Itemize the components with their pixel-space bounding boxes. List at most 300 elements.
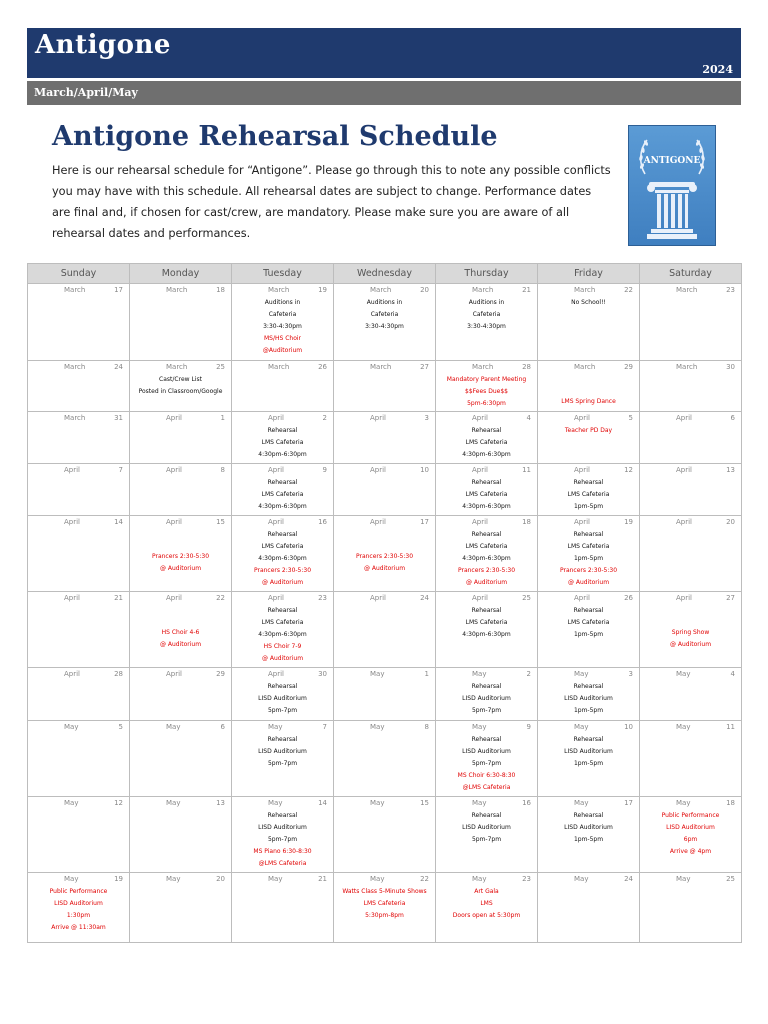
day-header	[28, 592, 129, 605]
event-line: Rehearsal	[471, 683, 502, 690]
day-number: 17	[624, 799, 633, 807]
day-cell	[538, 873, 640, 943]
event-note: @ Auditorium	[261, 655, 304, 662]
day-number: 25	[726, 875, 735, 883]
day-month: May	[370, 799, 385, 807]
day-header	[640, 464, 741, 477]
event-note: LMS Spring Dance	[561, 398, 616, 405]
day-number: 28	[522, 363, 531, 371]
day-header	[436, 516, 537, 529]
day-month: March	[268, 286, 290, 294]
day-month: May	[676, 875, 691, 883]
event-line: LISD Auditorium	[564, 748, 613, 755]
event-line: 4:30pm-6:30pm	[258, 631, 307, 638]
event-line: 3:30-4:30pm	[263, 323, 302, 330]
months-bar	[27, 81, 741, 105]
day-month: April	[268, 670, 284, 678]
event-note: Prancers 2:30-5:30	[457, 567, 516, 574]
day-cell	[28, 284, 130, 361]
day-cell	[436, 361, 538, 412]
day-header	[28, 873, 129, 886]
day-header	[130, 361, 231, 374]
event-line: Rehearsal	[267, 607, 298, 614]
day-header	[640, 412, 741, 425]
event-line: Rehearsal	[471, 427, 502, 434]
day-number: 26	[624, 594, 633, 602]
day-number: 19	[624, 518, 633, 526]
day-number: 25	[522, 594, 531, 602]
year-label: 2024	[702, 63, 733, 76]
day-cell	[334, 284, 436, 361]
day-number: 24	[420, 594, 429, 602]
day-number: 22	[216, 594, 225, 602]
event-line: Auditions in	[468, 299, 505, 306]
event-line: LISD Auditorium	[462, 695, 511, 702]
day-cell	[640, 668, 742, 721]
day-cell	[232, 412, 334, 464]
event-note: MS Piano 6:30-8:30	[253, 848, 312, 855]
day-header	[640, 668, 741, 681]
day-cell	[28, 668, 130, 721]
week-row	[28, 873, 742, 943]
event-line: LISD Auditorium	[564, 695, 613, 702]
day-month: April	[370, 594, 386, 602]
day-cell	[232, 516, 334, 592]
day-cell	[130, 464, 232, 516]
day-cell	[334, 668, 436, 721]
day-header	[130, 284, 231, 297]
day-header	[334, 797, 435, 810]
event-line: LISD Auditorium	[462, 748, 511, 755]
weekday-header: Sunday	[28, 264, 130, 284]
day-cell	[538, 464, 640, 516]
event-line: Rehearsal	[267, 427, 298, 434]
day-number: 24	[624, 875, 633, 883]
event-note: Prancers 2:30-5:30	[253, 567, 312, 574]
day-number: 23	[522, 875, 531, 883]
event-line: Rehearsal	[471, 479, 502, 486]
day-cell	[130, 668, 232, 721]
event-line: Posted in Classroom/Google	[138, 388, 223, 395]
day-number: 9	[322, 466, 327, 474]
day-header	[538, 284, 639, 297]
day-number: 22	[624, 286, 633, 294]
day-cell	[538, 516, 640, 592]
day-number: 29	[216, 670, 225, 678]
day-number: 20	[420, 286, 429, 294]
day-header	[130, 592, 231, 605]
day-header	[538, 592, 639, 605]
day-number: 12	[624, 466, 633, 474]
event-line: 1pm-5pm	[573, 836, 604, 843]
weekday-header: Thursday	[436, 264, 538, 284]
event-line: 4:30pm-6:30pm	[462, 555, 511, 562]
day-number: 7	[118, 466, 123, 474]
day-cell	[28, 592, 130, 668]
day-cell	[28, 873, 130, 943]
page-heading: Antigone Rehearsal Schedule	[52, 121, 498, 152]
day-cell	[436, 721, 538, 797]
day-cell	[28, 516, 130, 592]
event-line: 3:30-4:30pm	[365, 323, 404, 330]
rehearsal-calendar	[27, 263, 742, 943]
day-month: April	[166, 594, 182, 602]
event-line: 5pm-7pm	[471, 760, 502, 767]
day-month: May	[64, 723, 79, 731]
day-month: May	[166, 875, 181, 883]
day-month: May	[268, 723, 283, 731]
day-month: April	[472, 414, 488, 422]
day-month: April	[64, 518, 80, 526]
day-number: 18	[216, 286, 225, 294]
day-header	[130, 412, 231, 425]
day-number: 2	[526, 670, 531, 678]
day-number: 7	[322, 723, 327, 731]
intro-paragraph: Here is our rehearsal schedule for “Antigone”. Please go through this to note any possible conflicts you may have with this schedule. All rehearsal dates are subject to change. Performance dates are final and, if chosen for cast/crew, are mandatory. Please make sure you are aware of all rehearsal dates and performances.	[52, 164, 611, 240]
day-header	[538, 668, 639, 681]
day-cell	[28, 412, 130, 464]
event-note: @LMS Cafeteria	[462, 784, 511, 791]
day-month: March	[64, 414, 86, 422]
day-cell	[334, 516, 436, 592]
event-note: Mandatory Parent Meeting	[446, 376, 527, 383]
day-cell	[28, 721, 130, 797]
day-number: 30	[726, 363, 735, 371]
day-header	[232, 668, 333, 681]
event-line: Rehearsal	[267, 683, 298, 690]
months-label: March/April/May	[34, 86, 138, 99]
day-header	[130, 797, 231, 810]
day-header	[538, 361, 639, 374]
event-note: Teacher PD Day	[564, 427, 613, 434]
day-number: 14	[318, 799, 327, 807]
day-month: April	[676, 466, 692, 474]
day-cell	[436, 592, 538, 668]
day-month: March	[370, 363, 392, 371]
day-cell	[130, 284, 232, 361]
day-month: April	[676, 594, 692, 602]
day-header	[538, 516, 639, 529]
day-header	[538, 721, 639, 734]
day-header	[28, 721, 129, 734]
day-header	[28, 668, 129, 681]
event-line: Rehearsal	[573, 479, 604, 486]
week-row	[28, 464, 742, 516]
day-month: May	[370, 723, 385, 731]
day-month: March	[370, 286, 392, 294]
day-number: 4	[730, 670, 735, 678]
event-line: 1pm-5pm	[573, 503, 604, 510]
day-header	[436, 284, 537, 297]
day-number: 16	[522, 799, 531, 807]
event-line: 4:30pm-6:30pm	[462, 631, 511, 638]
day-header	[334, 284, 435, 297]
day-header	[436, 361, 537, 374]
day-month: May	[370, 670, 385, 678]
day-number: 21	[522, 286, 531, 294]
day-header	[640, 284, 741, 297]
day-cell	[130, 592, 232, 668]
event-line: LMS Cafeteria	[465, 543, 508, 550]
event-line: LMS Cafeteria	[465, 439, 508, 446]
day-cell	[334, 873, 436, 943]
event-line: 5pm-7pm	[471, 836, 502, 843]
event-line: LISD Auditorium	[258, 824, 307, 831]
day-month: March	[472, 286, 494, 294]
day-month: April	[676, 518, 692, 526]
day-month: May	[574, 875, 589, 883]
day-header	[334, 464, 435, 477]
event-note: @ Auditorium	[261, 579, 304, 586]
day-cell	[538, 412, 640, 464]
day-number: 18	[522, 518, 531, 526]
day-number: 19	[114, 875, 123, 883]
event-note: 5:30pm-8pm	[365, 912, 404, 919]
day-cell	[436, 516, 538, 592]
day-number: 13	[726, 466, 735, 474]
day-cell	[334, 592, 436, 668]
day-month: April	[166, 518, 182, 526]
day-cell	[232, 592, 334, 668]
day-header	[436, 592, 537, 605]
day-month: April	[166, 414, 182, 422]
day-header	[130, 516, 231, 529]
event-note: MS Choir 6:30-8:30	[457, 772, 516, 779]
day-cell	[538, 797, 640, 873]
day-header	[436, 873, 537, 886]
day-header	[232, 464, 333, 477]
day-month: April	[64, 594, 80, 602]
day-month: April	[166, 670, 182, 678]
event-line: No School!!	[571, 299, 606, 306]
day-number: 12	[114, 799, 123, 807]
day-month: April	[64, 466, 80, 474]
event-note: Public Performance	[661, 812, 720, 819]
event-note: @ Auditorium	[159, 565, 202, 572]
day-cell	[232, 721, 334, 797]
event-note: @ Auditorium	[567, 579, 610, 586]
event-line: 1pm-5pm	[573, 555, 604, 562]
day-header	[232, 592, 333, 605]
event-line: LMS Cafeteria	[261, 543, 304, 550]
day-cell	[640, 361, 742, 412]
event-line: LMS Cafeteria	[261, 619, 304, 626]
day-number: 23	[726, 286, 735, 294]
day-cell	[640, 464, 742, 516]
day-header	[640, 516, 741, 529]
day-cell	[640, 284, 742, 361]
day-header	[130, 668, 231, 681]
event-note: Spring Show	[671, 629, 710, 636]
event-line: 3:30-4:30pm	[467, 323, 506, 330]
event-line: LMS Cafeteria	[465, 619, 508, 626]
event-line: Rehearsal	[267, 812, 298, 819]
event-note: HS Choir 4-6	[161, 629, 200, 636]
day-cell	[436, 668, 538, 721]
event-line: 1pm-5pm	[573, 631, 604, 638]
day-cell	[436, 464, 538, 516]
day-cell	[232, 873, 334, 943]
day-cell	[436, 797, 538, 873]
day-cell	[436, 873, 538, 943]
day-number: 27	[726, 594, 735, 602]
day-month: March	[574, 286, 596, 294]
event-line: Cast/Crew List	[159, 376, 202, 383]
day-header	[334, 668, 435, 681]
weekday-header: Friday	[538, 264, 640, 284]
day-header	[334, 412, 435, 425]
event-note: Watts Class 5-Minute Shows	[342, 888, 427, 895]
day-cell	[538, 721, 640, 797]
day-month: March	[574, 363, 596, 371]
day-month: April	[574, 518, 590, 526]
day-header	[28, 284, 129, 297]
day-header	[232, 412, 333, 425]
day-cell	[28, 797, 130, 873]
event-note: @Auditorium	[262, 347, 303, 354]
day-header	[232, 873, 333, 886]
event-line: LMS Cafeteria	[261, 439, 304, 446]
day-number: 5	[628, 414, 633, 422]
day-number: 26	[318, 363, 327, 371]
day-number: 27	[420, 363, 429, 371]
event-note: 5pm-6:30pm	[467, 400, 506, 407]
week-row	[28, 412, 742, 464]
day-cell	[640, 797, 742, 873]
event-line: LISD Auditorium	[564, 824, 613, 831]
event-line: 4:30pm-6:30pm	[258, 503, 307, 510]
event-line: 5pm-7pm	[471, 707, 502, 714]
day-month: April	[574, 594, 590, 602]
day-cell	[130, 516, 232, 592]
event-note: Prancers 2:30-5:30	[559, 567, 618, 574]
event-note: LISD Auditorium	[666, 824, 715, 831]
day-cell	[130, 721, 232, 797]
event-line: Rehearsal	[471, 531, 502, 538]
day-month: March	[64, 363, 86, 371]
day-month: May	[370, 875, 385, 883]
day-month: April	[370, 414, 386, 422]
day-header	[538, 797, 639, 810]
day-header	[640, 721, 741, 734]
day-number: 31	[114, 414, 123, 422]
day-header	[538, 412, 639, 425]
day-month: March	[64, 286, 86, 294]
event-line: LISD Auditorium	[258, 748, 307, 755]
day-header	[640, 592, 741, 605]
day-month: April	[268, 518, 284, 526]
event-note: Arrive @ 4pm	[669, 848, 712, 855]
day-number: 1	[424, 670, 429, 678]
event-note: Art Gala	[474, 888, 499, 895]
day-header	[232, 721, 333, 734]
event-line: LMS Cafeteria	[567, 619, 610, 626]
week-row	[28, 284, 742, 361]
day-number: 2	[322, 414, 327, 422]
event-line: 4:30pm-6:30pm	[258, 451, 307, 458]
event-line: Auditions in	[366, 299, 403, 306]
event-line: Cafeteria	[472, 311, 501, 318]
day-number: 29	[624, 363, 633, 371]
event-note: HS Choir 7-9	[263, 643, 302, 650]
day-header	[28, 464, 129, 477]
day-cell	[640, 516, 742, 592]
week-row	[28, 592, 742, 668]
day-number: 14	[114, 518, 123, 526]
day-month: May	[574, 799, 589, 807]
event-note: Public Performance	[49, 888, 108, 895]
event-line: Rehearsal	[267, 736, 298, 743]
event-line: 5pm-7pm	[267, 707, 298, 714]
day-month: March	[268, 363, 290, 371]
day-cell	[334, 361, 436, 412]
day-header	[130, 873, 231, 886]
day-cell	[640, 721, 742, 797]
day-number: 8	[220, 466, 225, 474]
day-number: 11	[522, 466, 531, 474]
day-number: 16	[318, 518, 327, 526]
day-header	[130, 464, 231, 477]
day-header	[130, 721, 231, 734]
week-row	[28, 361, 742, 412]
day-month: April	[472, 466, 488, 474]
event-note: @ Auditorium	[159, 641, 202, 648]
event-line: LMS Cafeteria	[567, 543, 610, 550]
week-row	[28, 721, 742, 797]
day-month: March	[166, 286, 188, 294]
day-cell	[640, 873, 742, 943]
day-cell	[640, 592, 742, 668]
day-month: May	[472, 723, 487, 731]
week-row	[28, 668, 742, 721]
day-month: April	[64, 670, 80, 678]
day-month: March	[676, 286, 698, 294]
event-note: $$Fees Due$$	[465, 388, 508, 395]
day-cell	[130, 412, 232, 464]
day-number: 30	[318, 670, 327, 678]
day-number: 15	[420, 799, 429, 807]
event-note: Prancers 2:30-5:30	[355, 553, 414, 560]
event-line: 5pm-7pm	[267, 836, 298, 843]
day-number: 17	[114, 286, 123, 294]
event-line: 4:30pm-6:30pm	[462, 503, 511, 510]
day-cell	[640, 412, 742, 464]
event-line: 5pm-7pm	[267, 760, 298, 767]
day-header	[334, 361, 435, 374]
day-number: 3	[628, 670, 633, 678]
day-month: April	[268, 466, 284, 474]
day-cell	[232, 797, 334, 873]
day-header	[28, 797, 129, 810]
day-month: May	[268, 875, 283, 883]
weekday-header: Saturday	[640, 264, 742, 284]
event-line: 1pm-5pm	[573, 707, 604, 714]
day-number: 9	[526, 723, 531, 731]
day-header	[334, 873, 435, 886]
day-cell	[130, 873, 232, 943]
event-note: @LMS Cafeteria	[258, 860, 307, 867]
event-line: Rehearsal	[573, 736, 604, 743]
day-month: May	[64, 875, 79, 883]
document-title: Antigone	[35, 30, 171, 60]
day-cell	[232, 361, 334, 412]
event-note: Doors open at 5:30pm	[452, 912, 521, 919]
day-cell	[538, 668, 640, 721]
event-line: Rehearsal	[573, 812, 604, 819]
day-number: 6	[220, 723, 225, 731]
day-cell	[334, 721, 436, 797]
day-cell	[334, 797, 436, 873]
